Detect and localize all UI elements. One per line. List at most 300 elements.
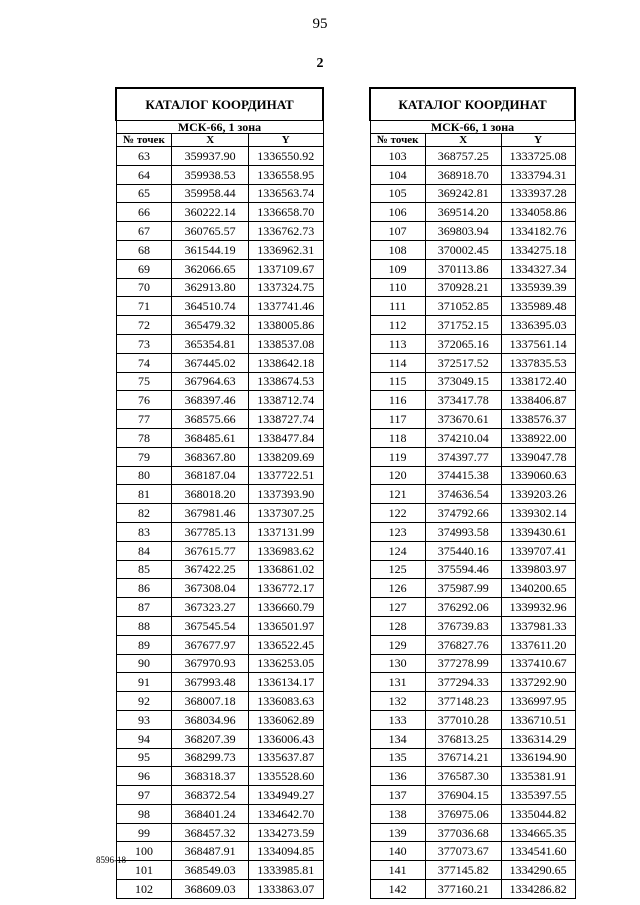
x-coordinate-cell: 377036.68 [425, 823, 501, 842]
point-number-cell: 101 [116, 861, 172, 880]
table-row [370, 880, 575, 899]
table-row [370, 767, 575, 786]
table-row [370, 842, 575, 861]
point-number-cell: 136 [370, 767, 425, 786]
y-coordinate-cell: 1339302.14 [501, 504, 575, 523]
point-number-cell: 141 [370, 861, 425, 880]
column-header-y: Y [501, 134, 575, 147]
table-row [116, 804, 323, 823]
point-number-cell: 111 [370, 297, 425, 316]
y-coordinate-cell: 1337561.14 [501, 334, 575, 353]
x-coordinate-cell: 377073.67 [425, 842, 501, 861]
point-number-cell: 87 [116, 598, 172, 617]
point-number-cell: 97 [116, 786, 172, 805]
table-row [370, 504, 575, 523]
point-number-cell: 106 [370, 203, 425, 222]
column-header-x: X [172, 134, 249, 147]
y-coordinate-cell: 1336558.95 [248, 165, 323, 184]
table-row [370, 372, 575, 391]
table-row [116, 767, 323, 786]
table-row [370, 635, 575, 654]
x-coordinate-cell: 368609.03 [172, 880, 249, 899]
y-coordinate-cell: 1334286.82 [501, 880, 575, 899]
column-header-point: № точек [116, 134, 172, 147]
column-header-x: X [425, 134, 501, 147]
y-coordinate-cell: 1335381.91 [501, 767, 575, 786]
x-coordinate-cell: 370928.21 [425, 278, 501, 297]
point-number-cell: 94 [116, 729, 172, 748]
point-number-cell: 123 [370, 522, 425, 541]
point-number-cell: 126 [370, 579, 425, 598]
table-row [370, 729, 575, 748]
x-coordinate-cell: 377278.99 [425, 654, 501, 673]
x-coordinate-cell: 368367.80 [172, 447, 249, 466]
point-number-cell: 131 [370, 673, 425, 692]
y-coordinate-cell: 1337722.51 [248, 466, 323, 485]
point-number-cell: 109 [370, 259, 425, 278]
y-coordinate-cell: 1337981.33 [501, 616, 575, 635]
x-coordinate-cell: 364510.74 [172, 297, 249, 316]
y-coordinate-cell: 1336006.43 [248, 729, 323, 748]
y-coordinate-cell: 1336563.74 [248, 184, 323, 203]
point-number-cell: 80 [116, 466, 172, 485]
x-coordinate-cell: 362913.80 [172, 278, 249, 297]
point-number-cell: 81 [116, 485, 172, 504]
table-row [116, 579, 323, 598]
x-coordinate-cell: 376975.06 [425, 804, 501, 823]
y-coordinate-cell: 1333794.31 [501, 165, 575, 184]
table-row [370, 466, 575, 485]
y-coordinate-cell: 1334665.35 [501, 823, 575, 842]
x-coordinate-cell: 371752.15 [425, 316, 501, 335]
table-row [116, 184, 323, 203]
table-row [116, 692, 323, 711]
point-number-cell: 137 [370, 786, 425, 805]
y-coordinate-cell: 1336983.62 [248, 541, 323, 560]
x-coordinate-cell: 376813.25 [425, 729, 501, 748]
point-number-cell: 79 [116, 447, 172, 466]
point-number-cell: 91 [116, 673, 172, 692]
y-coordinate-cell: 1335397.55 [501, 786, 575, 805]
y-coordinate-cell: 1333937.28 [501, 184, 575, 203]
x-coordinate-cell: 368757.25 [425, 147, 501, 166]
y-coordinate-cell: 1335528.60 [248, 767, 323, 786]
y-coordinate-cell: 1337307.25 [248, 504, 323, 523]
point-number-cell: 112 [370, 316, 425, 335]
point-number-cell: 125 [370, 560, 425, 579]
point-number-cell: 83 [116, 522, 172, 541]
table-row [116, 729, 323, 748]
x-coordinate-cell: 368318.37 [172, 767, 249, 786]
y-coordinate-cell: 1334541.60 [501, 842, 575, 861]
y-coordinate-cell: 1339430.61 [501, 522, 575, 541]
point-number-cell: 124 [370, 541, 425, 560]
y-coordinate-cell: 1334058.86 [501, 203, 575, 222]
x-coordinate-cell: 375987.99 [425, 579, 501, 598]
x-coordinate-cell: 368034.96 [172, 710, 249, 729]
x-coordinate-cell: 367970.93 [172, 654, 249, 673]
catalog-body [370, 147, 575, 899]
y-coordinate-cell: 1333863.07 [248, 880, 323, 899]
y-coordinate-cell: 1337324.75 [248, 278, 323, 297]
table-row [116, 410, 323, 429]
y-coordinate-cell: 1338922.00 [501, 428, 575, 447]
point-number-cell: 103 [370, 147, 425, 166]
x-coordinate-cell: 368457.32 [172, 823, 249, 842]
point-number-cell: 89 [116, 635, 172, 654]
x-coordinate-cell: 365479.32 [172, 316, 249, 335]
table-row [370, 391, 575, 410]
x-coordinate-cell: 368187.04 [172, 466, 249, 485]
table-row [370, 522, 575, 541]
x-coordinate-cell: 361544.19 [172, 240, 249, 259]
table-row [370, 410, 575, 429]
catalog-title: КАТАЛОГ КООРДИНАТ [116, 88, 323, 121]
y-coordinate-cell: 1337741.46 [248, 297, 323, 316]
y-coordinate-cell: 1337109.67 [248, 259, 323, 278]
point-number-cell: 130 [370, 654, 425, 673]
page-number: 95 [312, 16, 328, 32]
table-row [370, 861, 575, 880]
y-coordinate-cell: 1336395.03 [501, 316, 575, 335]
x-coordinate-cell: 368401.24 [172, 804, 249, 823]
x-coordinate-cell: 365354.81 [172, 334, 249, 353]
x-coordinate-cell: 362066.65 [172, 259, 249, 278]
table-row [116, 372, 323, 391]
x-coordinate-cell: 369242.81 [425, 184, 501, 203]
table-row [116, 522, 323, 541]
table-row [116, 165, 323, 184]
y-coordinate-cell: 1336314.29 [501, 729, 575, 748]
x-coordinate-cell: 375594.46 [425, 560, 501, 579]
y-coordinate-cell: 1334327.34 [501, 259, 575, 278]
x-coordinate-cell: 368372.54 [172, 786, 249, 805]
y-coordinate-cell: 1335637.87 [248, 748, 323, 767]
table-row [116, 710, 323, 729]
x-coordinate-cell: 370002.45 [425, 240, 501, 259]
y-coordinate-cell: 1340200.65 [501, 579, 575, 598]
x-coordinate-cell: 368549.03 [172, 861, 249, 880]
x-coordinate-cell: 367785.13 [172, 522, 249, 541]
table-row [370, 804, 575, 823]
point-number-cell: 118 [370, 428, 425, 447]
x-coordinate-cell: 367981.46 [172, 504, 249, 523]
table-row [116, 861, 323, 880]
x-coordinate-cell: 368018.20 [172, 485, 249, 504]
point-number-cell: 70 [116, 278, 172, 297]
y-coordinate-cell: 1339707.41 [501, 541, 575, 560]
x-coordinate-cell: 367615.77 [172, 541, 249, 560]
point-number-cell: 102 [116, 880, 172, 899]
x-coordinate-cell: 373417.78 [425, 391, 501, 410]
point-number-cell: 84 [116, 541, 172, 560]
table-row [370, 240, 575, 259]
point-number-cell: 86 [116, 579, 172, 598]
y-coordinate-cell: 1334642.70 [248, 804, 323, 823]
x-coordinate-cell: 368575.66 [172, 410, 249, 429]
x-coordinate-cell: 371052.85 [425, 297, 501, 316]
column-header-y: Y [248, 134, 323, 147]
y-coordinate-cell: 1336772.17 [248, 579, 323, 598]
y-coordinate-cell: 1338712.74 [248, 391, 323, 410]
x-coordinate-cell: 376714.21 [425, 748, 501, 767]
x-coordinate-cell: 375440.16 [425, 541, 501, 560]
y-coordinate-cell: 1336522.45 [248, 635, 323, 654]
x-coordinate-cell: 374210.04 [425, 428, 501, 447]
point-number-cell: 90 [116, 654, 172, 673]
table-row [116, 842, 323, 861]
point-number-cell: 96 [116, 767, 172, 786]
x-coordinate-cell: 367677.97 [172, 635, 249, 654]
point-number-cell: 105 [370, 184, 425, 203]
x-coordinate-cell: 377148.23 [425, 692, 501, 711]
point-number-cell: 74 [116, 353, 172, 372]
y-coordinate-cell: 1336997.95 [501, 692, 575, 711]
y-coordinate-cell: 1336501.97 [248, 616, 323, 635]
x-coordinate-cell: 367308.04 [172, 579, 249, 598]
point-number-cell: 127 [370, 598, 425, 617]
point-number-cell: 99 [116, 823, 172, 842]
x-coordinate-cell: 360222.14 [172, 203, 249, 222]
point-number-cell: 107 [370, 222, 425, 241]
table-row [116, 353, 323, 372]
point-number-cell: 120 [370, 466, 425, 485]
x-coordinate-cell: 376739.83 [425, 616, 501, 635]
table-row [370, 786, 575, 805]
point-number-cell: 65 [116, 184, 172, 203]
table-row [370, 485, 575, 504]
x-coordinate-cell: 368918.70 [425, 165, 501, 184]
point-number-cell: 139 [370, 823, 425, 842]
y-coordinate-cell: 1334094.85 [248, 842, 323, 861]
x-coordinate-cell: 377160.21 [425, 880, 501, 899]
y-coordinate-cell: 1338172.40 [501, 372, 575, 391]
point-number-cell: 119 [370, 447, 425, 466]
table-row [116, 560, 323, 579]
x-coordinate-cell: 359958.44 [172, 184, 249, 203]
y-coordinate-cell: 1338005.86 [248, 316, 323, 335]
point-number-cell: 73 [116, 334, 172, 353]
point-number-cell: 115 [370, 372, 425, 391]
y-coordinate-cell: 1339803.97 [501, 560, 575, 579]
y-coordinate-cell: 1333985.81 [248, 861, 323, 880]
sheet-number: 2 [316, 56, 324, 71]
x-coordinate-cell: 376904.15 [425, 786, 501, 805]
table-row [116, 823, 323, 842]
point-number-cell: 95 [116, 748, 172, 767]
y-coordinate-cell: 1336253.05 [248, 654, 323, 673]
y-coordinate-cell: 1336660.79 [248, 598, 323, 617]
y-coordinate-cell: 1336762.73 [248, 222, 323, 241]
y-coordinate-cell: 1339203.26 [501, 485, 575, 504]
point-number-cell: 93 [116, 710, 172, 729]
table-row [370, 823, 575, 842]
table-row [116, 880, 323, 899]
coordinate-catalog-table-right [369, 87, 576, 899]
y-coordinate-cell: 1334182.76 [501, 222, 575, 241]
y-coordinate-cell: 1335939.39 [501, 278, 575, 297]
point-number-cell: 121 [370, 485, 425, 504]
table-row [370, 447, 575, 466]
y-coordinate-cell: 1339932.96 [501, 598, 575, 617]
table-row [370, 184, 575, 203]
y-coordinate-cell: 1338642.18 [248, 353, 323, 372]
point-number-cell: 134 [370, 729, 425, 748]
table-row [370, 222, 575, 241]
y-coordinate-cell: 1337131.99 [248, 522, 323, 541]
y-coordinate-cell: 1337611.20 [501, 635, 575, 654]
table-row [116, 240, 323, 259]
y-coordinate-cell: 1338674.53 [248, 372, 323, 391]
x-coordinate-cell: 367422.25 [172, 560, 249, 579]
point-number-cell: 128 [370, 616, 425, 635]
y-coordinate-cell: 1336861.02 [248, 560, 323, 579]
point-number-cell: 132 [370, 692, 425, 711]
y-coordinate-cell: 1336658.70 [248, 203, 323, 222]
point-number-cell: 63 [116, 147, 172, 166]
y-coordinate-cell: 1338727.74 [248, 410, 323, 429]
point-number-cell: 72 [116, 316, 172, 335]
x-coordinate-cell: 368485.61 [172, 428, 249, 447]
x-coordinate-cell: 359937.90 [172, 147, 249, 166]
x-coordinate-cell: 376827.76 [425, 635, 501, 654]
table-row [370, 616, 575, 635]
table-row [370, 692, 575, 711]
point-number-cell: 129 [370, 635, 425, 654]
y-coordinate-cell: 1336083.63 [248, 692, 323, 711]
point-number-cell: 113 [370, 334, 425, 353]
point-number-cell: 117 [370, 410, 425, 429]
table-row [370, 673, 575, 692]
x-coordinate-cell: 368397.46 [172, 391, 249, 410]
y-coordinate-cell: 1336194.90 [501, 748, 575, 767]
point-number-cell: 68 [116, 240, 172, 259]
y-coordinate-cell: 1334290.65 [501, 861, 575, 880]
table-row [116, 541, 323, 560]
table-row [370, 598, 575, 617]
point-number-cell: 75 [116, 372, 172, 391]
table-row [370, 334, 575, 353]
table-row [116, 297, 323, 316]
x-coordinate-cell: 374636.54 [425, 485, 501, 504]
point-number-cell: 64 [116, 165, 172, 184]
column-header-point: № точек [370, 134, 425, 147]
y-coordinate-cell: 1336710.51 [501, 710, 575, 729]
x-coordinate-cell: 372517.52 [425, 353, 501, 372]
x-coordinate-cell: 368299.73 [172, 748, 249, 767]
table-row [116, 447, 323, 466]
y-coordinate-cell: 1339060.63 [501, 466, 575, 485]
table-row [116, 635, 323, 654]
catalog-subtitle: МСК-66, 1 зона [370, 121, 575, 134]
y-coordinate-cell: 1334273.59 [248, 823, 323, 842]
catalog-title: КАТАЛОГ КООРДИНАТ [370, 88, 575, 121]
point-number-cell: 135 [370, 748, 425, 767]
x-coordinate-cell: 369803.94 [425, 222, 501, 241]
coordinate-catalog-table-left [115, 87, 324, 899]
point-number-cell: 114 [370, 353, 425, 372]
point-number-cell: 140 [370, 842, 425, 861]
point-number-cell: 82 [116, 504, 172, 523]
table-row [116, 504, 323, 523]
x-coordinate-cell: 377145.82 [425, 861, 501, 880]
point-number-cell: 122 [370, 504, 425, 523]
y-coordinate-cell: 1335044.82 [501, 804, 575, 823]
y-coordinate-cell: 1336062.89 [248, 710, 323, 729]
x-coordinate-cell: 373049.15 [425, 372, 501, 391]
x-coordinate-cell: 360765.57 [172, 222, 249, 241]
table-row [370, 579, 575, 598]
point-number-cell: 133 [370, 710, 425, 729]
x-coordinate-cell: 368487.91 [172, 842, 249, 861]
point-number-cell: 71 [116, 297, 172, 316]
x-coordinate-cell: 359938.53 [172, 165, 249, 184]
point-number-cell: 78 [116, 428, 172, 447]
x-coordinate-cell: 367964.63 [172, 372, 249, 391]
point-number-cell: 116 [370, 391, 425, 410]
point-number-cell: 138 [370, 804, 425, 823]
table-row [116, 222, 323, 241]
catalog-subtitle: МСК-66, 1 зона [116, 121, 323, 134]
table-row [116, 316, 323, 335]
y-coordinate-cell: 1339047.78 [501, 447, 575, 466]
document-code: 8596-18 [96, 855, 126, 865]
y-coordinate-cell: 1338576.37 [501, 410, 575, 429]
point-number-cell: 108 [370, 240, 425, 259]
x-coordinate-cell: 367545.54 [172, 616, 249, 635]
point-number-cell: 100 [116, 842, 172, 861]
table-row [370, 147, 575, 166]
table-row [116, 334, 323, 353]
point-number-cell: 76 [116, 391, 172, 410]
y-coordinate-cell: 1338406.87 [501, 391, 575, 410]
table-row [370, 541, 575, 560]
y-coordinate-cell: 1336550.92 [248, 147, 323, 166]
y-coordinate-cell: 1337835.53 [501, 353, 575, 372]
point-number-cell: 77 [116, 410, 172, 429]
y-coordinate-cell: 1338537.08 [248, 334, 323, 353]
y-coordinate-cell: 1336134.17 [248, 673, 323, 692]
point-number-cell: 85 [116, 560, 172, 579]
point-number-cell: 92 [116, 692, 172, 711]
y-coordinate-cell: 1334275.18 [501, 240, 575, 259]
point-number-cell: 67 [116, 222, 172, 241]
table-row [370, 654, 575, 673]
table-row [116, 748, 323, 767]
x-coordinate-cell: 368207.39 [172, 729, 249, 748]
x-coordinate-cell: 367445.02 [172, 353, 249, 372]
x-coordinate-cell: 374993.58 [425, 522, 501, 541]
table-row [116, 147, 323, 166]
point-number-cell: 69 [116, 259, 172, 278]
table-row [370, 278, 575, 297]
table-row [116, 786, 323, 805]
table-row [370, 165, 575, 184]
x-coordinate-cell: 372065.16 [425, 334, 501, 353]
point-number-cell: 98 [116, 804, 172, 823]
table-row [116, 485, 323, 504]
table-row [116, 598, 323, 617]
y-coordinate-cell: 1337393.90 [248, 485, 323, 504]
x-coordinate-cell: 377010.28 [425, 710, 501, 729]
table-row [116, 673, 323, 692]
y-coordinate-cell: 1338209.69 [248, 447, 323, 466]
y-coordinate-cell: 1334949.27 [248, 786, 323, 805]
point-number-cell: 88 [116, 616, 172, 635]
point-number-cell: 110 [370, 278, 425, 297]
table-row [116, 259, 323, 278]
y-coordinate-cell: 1337292.90 [501, 673, 575, 692]
